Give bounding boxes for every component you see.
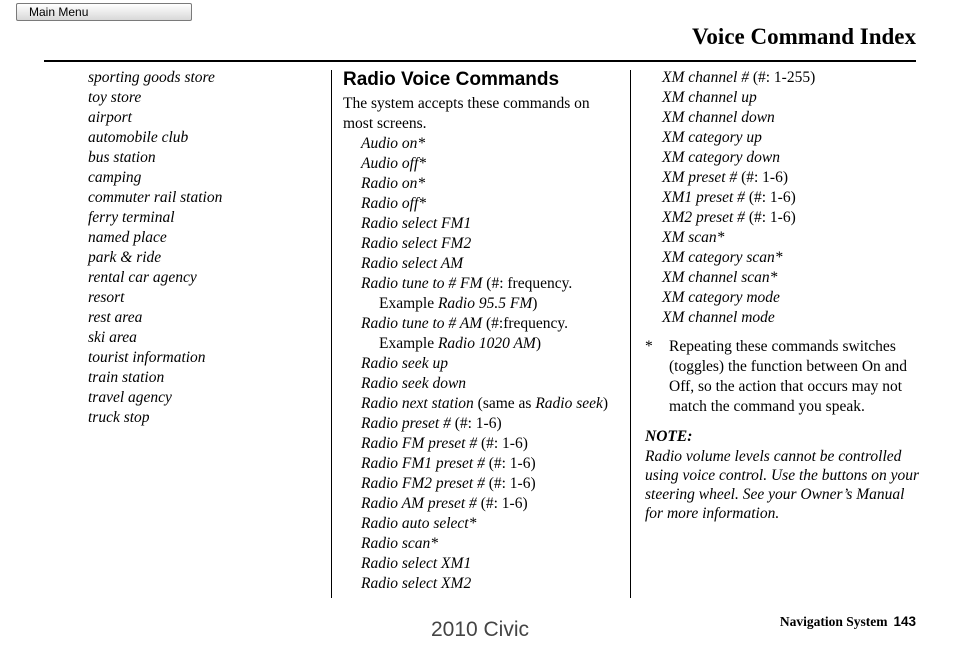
list-item: airport [88, 109, 132, 126]
command-text: Radio next station [361, 395, 474, 412]
footnote-text: Repeating these commands switches (toggles) the function between On and Off, so the action that occurs may not match the command you speak. [669, 338, 908, 415]
command-note: (#: 1-6) [476, 495, 528, 512]
command-note: (#:frequency. Example [379, 315, 569, 352]
command-item: Radio select XM2 [361, 575, 472, 592]
list-item: truck stop [88, 409, 150, 426]
list-item: train station [88, 369, 165, 386]
list-item: ferry terminal [88, 209, 175, 226]
command-item: XM channel mode [662, 309, 775, 326]
list-item: tourist information [88, 349, 206, 366]
xm-commands-section [645, 68, 925, 523]
command-item: Audio off* [361, 155, 427, 172]
command-item: Radio select AM [361, 255, 464, 272]
list-item: automobile club [88, 129, 189, 146]
command-item: XM category down [662, 149, 780, 166]
command-text: Radio AM preset # [361, 495, 477, 512]
command-text: XM2 preset # [662, 209, 745, 226]
list-item: rental car agency [88, 269, 197, 286]
command-text: Radio preset # [361, 415, 451, 432]
section-heading: Radio Voice Commands [343, 69, 560, 90]
page-number: 143 [893, 614, 916, 629]
command-item [645, 188, 925, 208]
command-item: XM channel down [662, 109, 775, 126]
command-item: Radio select XM1 [361, 555, 472, 572]
command-text: XM1 preset # [662, 189, 745, 206]
command-text: XM channel # [662, 69, 749, 86]
list-item: toy store [88, 89, 142, 106]
list-item: park & ride [88, 249, 162, 266]
command-item [645, 168, 925, 188]
command-note: (#: 1-6) [484, 455, 536, 472]
command-item: Radio auto select* [361, 515, 477, 532]
command-item: XM channel up [662, 89, 757, 106]
command-item [343, 274, 623, 314]
list-item: commuter rail station [88, 189, 223, 206]
command-item [343, 314, 623, 354]
section-intro: The system accepts these commands on most screens. [343, 95, 590, 132]
command-note: (#: 1-6) [744, 189, 796, 206]
list-item: named place [88, 229, 167, 246]
list-item: ski area [88, 329, 137, 346]
command-item [645, 208, 925, 228]
list-item: rest area [88, 309, 143, 326]
command-item: Radio scan* [361, 535, 439, 552]
command-item [343, 414, 623, 434]
command-text: Radio FM preset # [361, 435, 478, 452]
command-item: Radio select FM2 [361, 235, 472, 252]
command-note: (same as [473, 395, 536, 412]
page-title: Voice Command Index [691, 24, 916, 49]
command-item [645, 68, 925, 88]
command-item: XM category mode [662, 289, 780, 306]
command-note: (#: 1-6) [744, 209, 796, 226]
command-note: ) [535, 335, 542, 352]
command-item: Radio select FM1 [361, 215, 472, 232]
command-note: (#: 1-6) [484, 475, 536, 492]
command-item [343, 454, 623, 474]
command-example: Radio 95.5 FM [437, 295, 533, 312]
radio-commands-section [343, 68, 623, 594]
note-label: NOTE: [645, 428, 693, 445]
command-item: Radio seek down [361, 375, 467, 392]
command-item [343, 394, 623, 414]
command-item: Radio seek up [361, 355, 448, 372]
command-item: XM channel scan* [662, 269, 778, 286]
command-item: Radio on* [361, 175, 426, 192]
footer-label: Navigation System [779, 614, 888, 629]
header-rule [44, 60, 916, 62]
command-item: XM scan* [662, 229, 725, 246]
command-example: Radio seek [535, 395, 603, 412]
command-text: XM preset # [662, 169, 738, 186]
note-text: Radio volume levels cannot be controlled using voice control. Use the buttons on your steering wheel. See your Owner’s Manual for more information. [645, 448, 920, 522]
command-note: ) [602, 395, 609, 412]
list-item: bus station [88, 149, 156, 166]
command-text: Radio FM1 preset # [361, 455, 485, 472]
command-text: Radio tune to # FM [361, 275, 483, 292]
command-item: Audio on* [361, 135, 426, 152]
column-divider-1 [331, 70, 332, 598]
command-item: XM category up [662, 129, 762, 146]
command-note: (#: 1-6) [737, 169, 788, 186]
command-example: Radio 1020 AM [437, 335, 536, 352]
command-note: (#: 1-255) [748, 69, 816, 86]
list-item: camping [88, 169, 142, 186]
command-text: Radio FM2 preset # [361, 475, 485, 492]
command-note: (#: 1-6) [450, 415, 502, 432]
command-item [343, 494, 623, 514]
list-item: resort [88, 289, 125, 306]
command-note: (#: frequency. Example [379, 275, 573, 312]
main-menu-button[interactable]: Main Menu [16, 3, 192, 21]
list-item: travel agency [88, 389, 172, 406]
command-item [343, 434, 623, 454]
footnote [645, 337, 925, 417]
place-category-list [88, 68, 320, 428]
watermark: 2010 Civic [430, 618, 530, 641]
command-item [343, 474, 623, 494]
command-item: XM category scan* [662, 249, 783, 266]
command-note: ) [532, 295, 538, 312]
footnote-mark: * [645, 338, 653, 355]
command-item: Radio off* [361, 195, 427, 212]
command-note: (#: 1-6) [477, 435, 528, 452]
column-divider-2 [630, 70, 631, 598]
list-item: sporting goods store [88, 69, 215, 86]
command-text: Radio tune to # AM [361, 315, 483, 332]
